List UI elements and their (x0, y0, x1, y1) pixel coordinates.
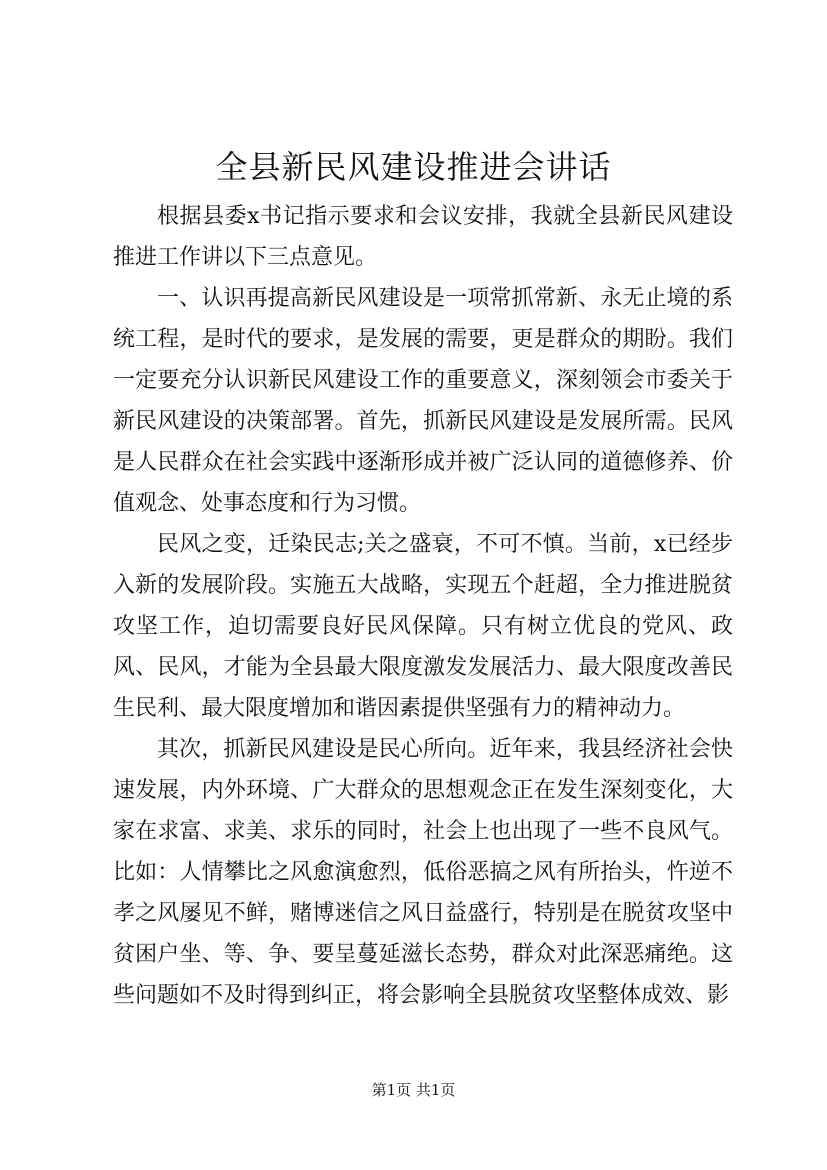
document-body (113, 196, 733, 1016)
paragraph-4: 其次，抓新民风建设是民心所向。近年来，我县经济社会快速发展，内外环境、广大群众的思想观念正在发生深刻变化，大家在求富、求美、求乐的同时，社会上也出现了一些不良风气。比如：人情攀比之风愈演愈烈，低俗恶搞之风有所抬头，忤逆不孝之风屡见不鲜，赌博迷信之风日益盛行，特别是在脱贫攻坚中贫困户坐、等、争、要呈蔓延滋长态势，群众对此深恶痛绝。这些问题如不及时得到纠正，将会影响全县脱贫攻坚整体成效、影 (113, 737, 733, 1008)
paragraph-3: 民风之变，迁染民志;关之盛衰，不可不慎。当前，x已经步入新的发展阶段。实施五大战略，实现五个赶超，全力推进脱贫攻坚工作，迫切需要良好民风保障。只有树立优良的党风、政风、民风，才能为全县最大限度激发发展活力、最大限度改善民生民利、最大限度增加和谐因素提供坚强有力的精神动力。 (113, 532, 733, 721)
paragraph-2: 一、认识再提高新民风建设是一项常抓常新、永无止境的系统工程，是时代的要求，是发展的需要，更是群众的期盼。我们一定要充分认识新民风建设工作的重要意义，深刻领会市委关于新民风建设的决策部署。首先，抓新民风建设是发展所需。民风是人民群众在社会实践中逐渐形成并被广泛认同的道德修养、价值观念、处事态度和行为习惯。 (113, 286, 733, 516)
page-footer: 第1页 共1页 (371, 1081, 456, 1099)
paragraph-1: 根据县委x书记指示要求和会议安排，我就全县新民风建设推进工作讲以下三点意见。 (113, 204, 733, 270)
document-title: 全县新民风建设推进会讲话 (215, 148, 612, 186)
